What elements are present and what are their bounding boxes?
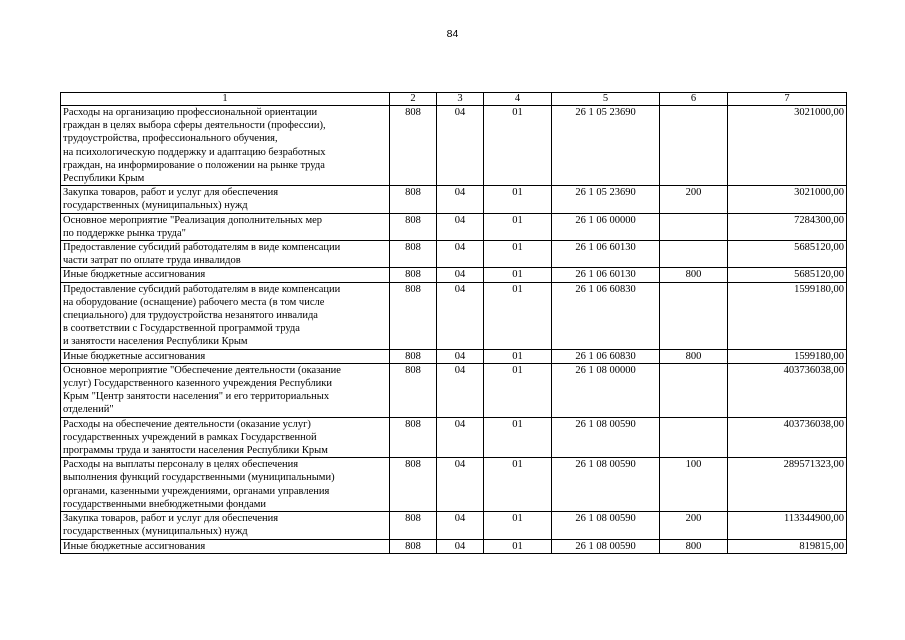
target-article-cell: 26 1 08 00000 xyxy=(552,363,660,417)
target-article-cell: 26 1 06 60830 xyxy=(552,349,660,363)
amount-cell: 1599180,00 xyxy=(728,282,847,349)
ministry-code-cell: 808 xyxy=(390,213,437,240)
amount-cell: 403736038,00 xyxy=(728,417,847,458)
table-row xyxy=(61,186,847,213)
amount-cell: 3021000,00 xyxy=(728,186,847,213)
expenditure-name-cell: Расходы на организацию профессиональной ориентации граждан в целях выбора сферы деятельности (профессии), трудоустройства, профессионального обучения, на психологическую поддержку и адаптацию безработных граждан, на информирование о положении на рынке труда Республики Крым xyxy=(61,106,390,186)
target-article-cell: 26 1 06 60830 xyxy=(552,282,660,349)
expense-type-cell xyxy=(660,363,728,417)
table-row xyxy=(61,417,847,458)
section-code-cell: 04 xyxy=(437,282,484,349)
amount-cell: 403736038,00 xyxy=(728,363,847,417)
section-code-cell: 04 xyxy=(437,213,484,240)
table-row xyxy=(61,512,847,539)
subsection-code-cell: 01 xyxy=(484,186,552,213)
amount-cell: 5685120,00 xyxy=(728,268,847,282)
amount-cell: 7284300,00 xyxy=(728,213,847,240)
section-code-cell: 04 xyxy=(437,241,484,268)
expenditure-name-cell: Основное мероприятие "Обеспечение деятельности (оказание услуг) Государственного казенного учреждения Республики Крым "Центр занятости населения" и его территориальных отделений" xyxy=(61,363,390,417)
expenditure-name-cell: Закупка товаров, работ и услуг для обеспечения государственных (муниципальных) нужд xyxy=(61,512,390,539)
table-row xyxy=(61,349,847,363)
expenditure-name-cell: Расходы на обеспечение деятельности (оказание услуг) государственных учреждений в рамках Государственной программы труда и занятости населения Республики Крым xyxy=(61,417,390,458)
column-header-4: 4 xyxy=(484,93,552,106)
expense-type-cell xyxy=(660,417,728,458)
expenditure-name-cell: Предоставление субсидий работодателям в виде компенсации на оборудование (оснащение) рабочего места (в том числе специального) для трудоустройства незанятого инвалида в соответствии с Государственной программой труда и занятости населения Республики Крым xyxy=(61,282,390,349)
section-code-cell: 04 xyxy=(437,539,484,553)
ministry-code-cell: 808 xyxy=(390,186,437,213)
amount-cell: 1599180,00 xyxy=(728,349,847,363)
expense-type-cell xyxy=(660,106,728,186)
amount-cell: 289571323,00 xyxy=(728,458,847,512)
expenditure-name-cell: Иные бюджетные ассигнования xyxy=(61,268,390,282)
column-header-5: 5 xyxy=(552,93,660,106)
target-article-cell: 26 1 06 60130 xyxy=(552,241,660,268)
target-article-cell: 26 1 05 23690 xyxy=(552,186,660,213)
amount-cell: 3021000,00 xyxy=(728,106,847,186)
target-article-cell: 26 1 06 60130 xyxy=(552,268,660,282)
ministry-code-cell: 808 xyxy=(390,282,437,349)
ministry-code-cell: 808 xyxy=(390,363,437,417)
column-header-3: 3 xyxy=(437,93,484,106)
expenditure-name-cell: Предоставление субсидий работодателям в виде компенсации части затрат по оплате труда инвалидов xyxy=(61,241,390,268)
ministry-code-cell: 808 xyxy=(390,349,437,363)
table-row xyxy=(61,241,847,268)
expense-type-cell: 200 xyxy=(660,512,728,539)
ministry-code-cell: 808 xyxy=(390,106,437,186)
target-article-cell: 26 1 06 00000 xyxy=(552,213,660,240)
section-code-cell: 04 xyxy=(437,417,484,458)
expenditure-name-cell: Закупка товаров, работ и услуг для обеспечения государственных (муниципальных) нужд xyxy=(61,186,390,213)
table-row xyxy=(61,458,847,512)
amount-cell: 113344900,00 xyxy=(728,512,847,539)
subsection-code-cell: 01 xyxy=(484,458,552,512)
table-row xyxy=(61,539,847,553)
expenditure-name-cell: Расходы на выплаты персоналу в целях обеспечения выполнения функций государственными (муниципальными) органами, казенными учреждениями, органами управления государственными внебюджетными фондами xyxy=(61,458,390,512)
table-row xyxy=(61,282,847,349)
subsection-code-cell: 01 xyxy=(484,268,552,282)
table-row xyxy=(61,363,847,417)
target-article-cell: 26 1 08 00590 xyxy=(552,417,660,458)
expense-type-cell xyxy=(660,241,728,268)
expense-type-cell xyxy=(660,213,728,240)
budget-table xyxy=(60,92,847,554)
ministry-code-cell: 808 xyxy=(390,268,437,282)
table-row xyxy=(61,106,847,186)
expenditure-name-cell: Основное мероприятие "Реализация дополнительных мер по поддержке рынка труда" xyxy=(61,213,390,240)
expense-type-cell: 100 xyxy=(660,458,728,512)
expenditure-name-cell: Иные бюджетные ассигнования xyxy=(61,539,390,553)
section-code-cell: 04 xyxy=(437,349,484,363)
subsection-code-cell: 01 xyxy=(484,241,552,268)
ministry-code-cell: 808 xyxy=(390,539,437,553)
column-number-row xyxy=(61,93,847,106)
target-article-cell: 26 1 08 00590 xyxy=(552,539,660,553)
column-header-7: 7 xyxy=(728,93,847,106)
expense-type-cell: 200 xyxy=(660,186,728,213)
amount-cell: 819815,00 xyxy=(728,539,847,553)
section-code-cell: 04 xyxy=(437,458,484,512)
section-code-cell: 04 xyxy=(437,363,484,417)
budget-table-body xyxy=(61,93,847,554)
ministry-code-cell: 808 xyxy=(390,241,437,268)
expense-type-cell: 800 xyxy=(660,539,728,553)
expenditure-name-cell: Иные бюджетные ассигнования xyxy=(61,349,390,363)
section-code-cell: 04 xyxy=(437,106,484,186)
target-article-cell: 26 1 05 23690 xyxy=(552,106,660,186)
subsection-code-cell: 01 xyxy=(484,282,552,349)
expense-type-cell: 800 xyxy=(660,349,728,363)
subsection-code-cell: 01 xyxy=(484,349,552,363)
subsection-code-cell: 01 xyxy=(484,512,552,539)
column-header-1: 1 xyxy=(61,93,390,106)
ministry-code-cell: 808 xyxy=(390,417,437,458)
table-row xyxy=(61,213,847,240)
subsection-code-cell: 01 xyxy=(484,106,552,186)
subsection-code-cell: 01 xyxy=(484,213,552,240)
section-code-cell: 04 xyxy=(437,186,484,213)
table-row xyxy=(61,268,847,282)
subsection-code-cell: 01 xyxy=(484,539,552,553)
expense-type-cell: 800 xyxy=(660,268,728,282)
target-article-cell: 26 1 08 00590 xyxy=(552,512,660,539)
target-article-cell: 26 1 08 00590 xyxy=(552,458,660,512)
subsection-code-cell: 01 xyxy=(484,363,552,417)
section-code-cell: 04 xyxy=(437,512,484,539)
subsection-code-cell: 01 xyxy=(484,417,552,458)
column-header-6: 6 xyxy=(660,93,728,106)
section-code-cell: 04 xyxy=(437,268,484,282)
page-number: 84 xyxy=(446,28,459,40)
amount-cell: 5685120,00 xyxy=(728,241,847,268)
ministry-code-cell: 808 xyxy=(390,512,437,539)
ministry-code-cell: 808 xyxy=(390,458,437,512)
column-header-2: 2 xyxy=(390,93,437,106)
expense-type-cell xyxy=(660,282,728,349)
